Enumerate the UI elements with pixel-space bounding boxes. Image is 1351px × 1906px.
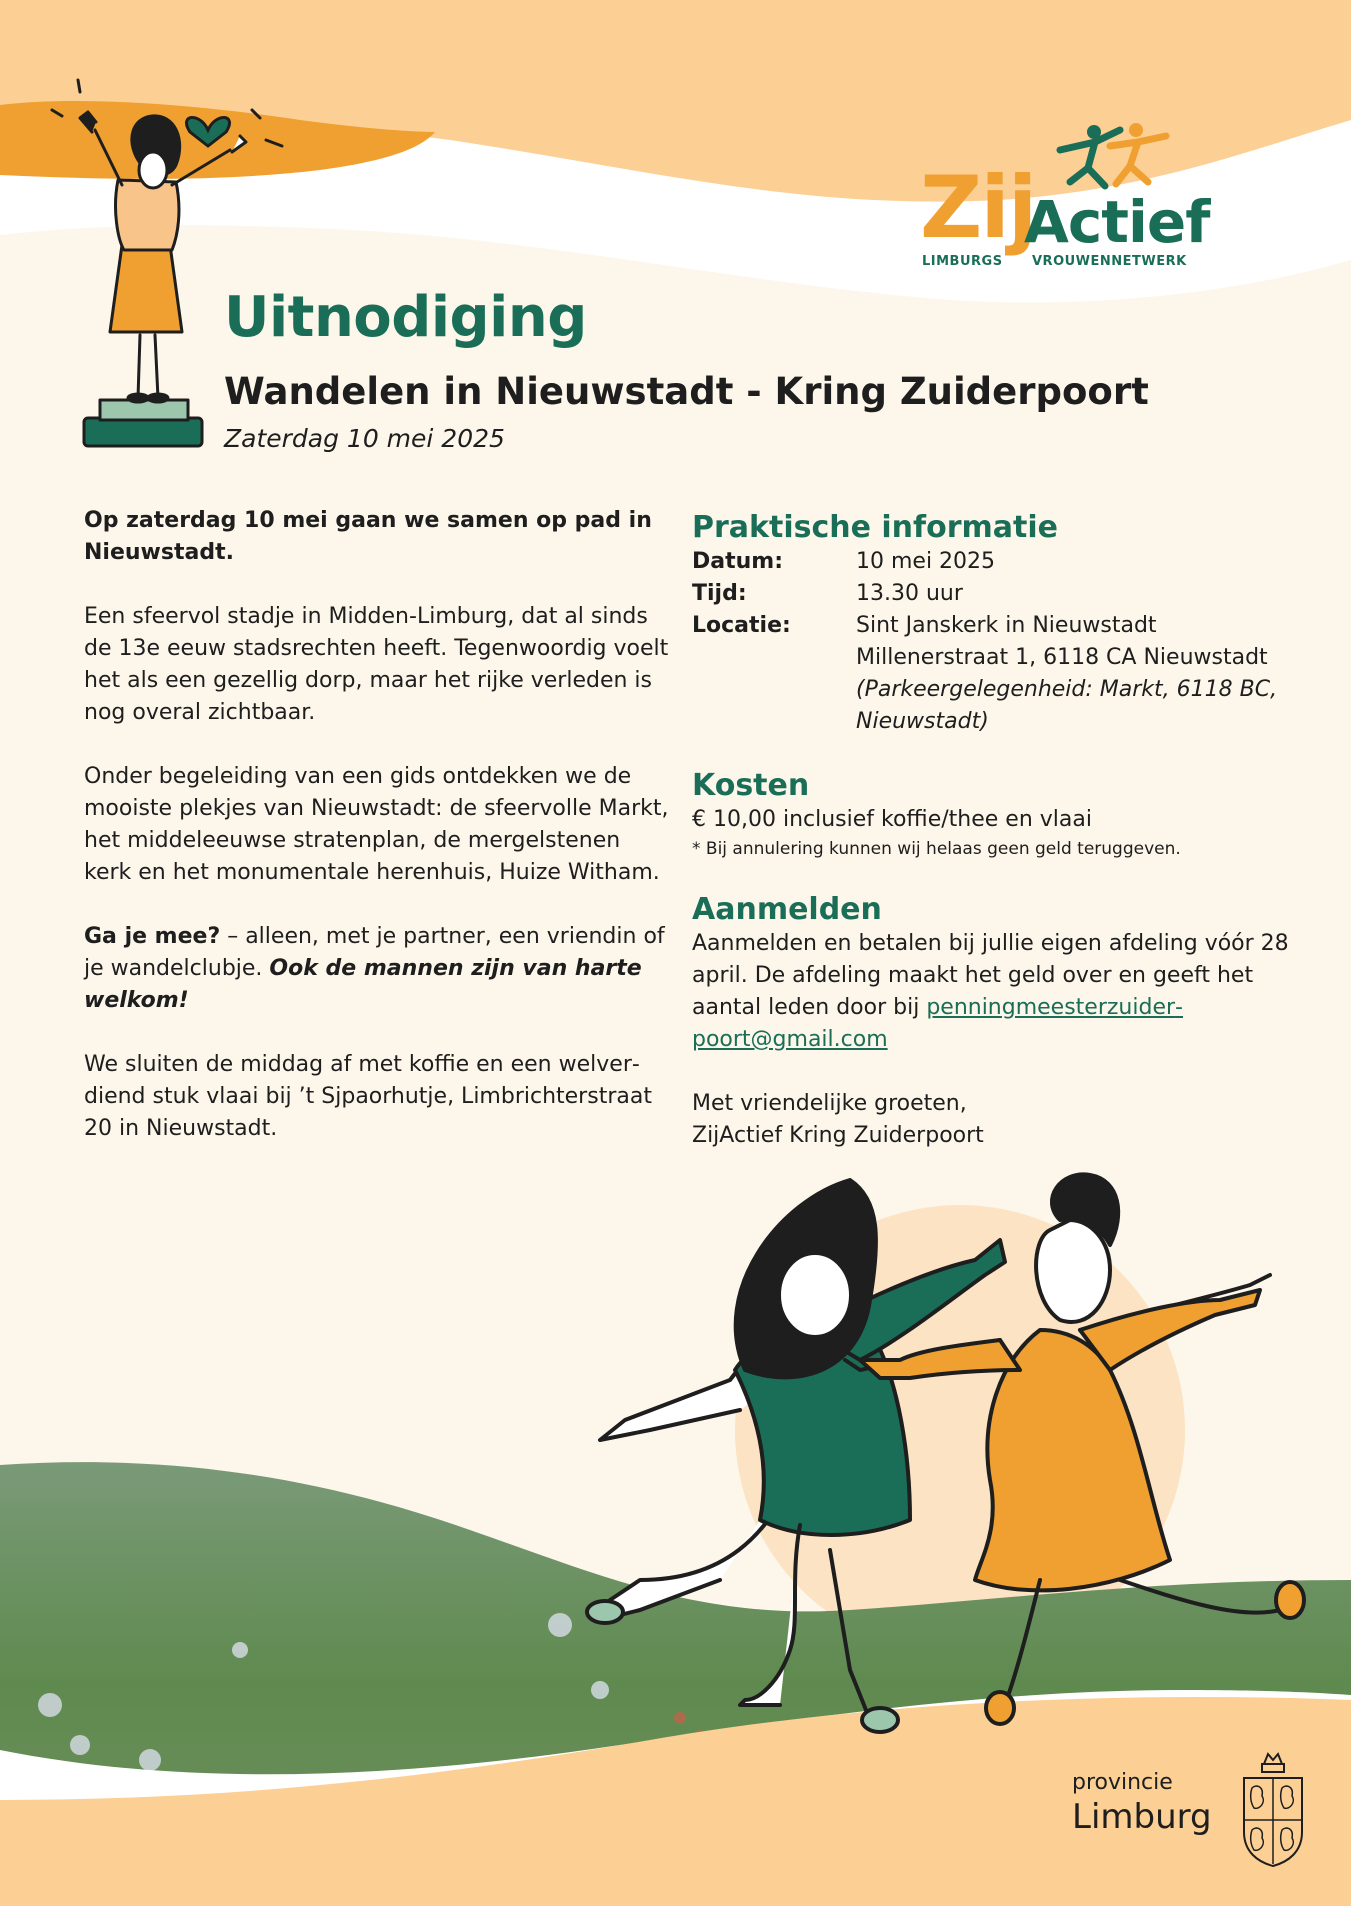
invite-question: Ga je mee? [84, 924, 221, 949]
time-value: 13.30 uur [856, 581, 963, 606]
page-title: Uitnodiging [224, 285, 587, 350]
invite-men-welcome: Ook de mannen zijn van harte welkom! [84, 956, 642, 1013]
register-text [692, 928, 1292, 1056]
info-row-location [692, 610, 1292, 738]
invite-text: – alleen, met je partner, een vriendin of je wandelclubje. [84, 924, 665, 981]
location-value [856, 610, 1292, 738]
location-line2: Millenerstraat 1, 6118 CA Nieuwstadt [856, 645, 1268, 670]
paragraph-closing: We sluiten de middag af met koffie en een welverdiend stuk vlaai bij ’t Sjpaorhutje, Limbrichterstraat 20 in Nieuwstadt. [84, 1052, 652, 1141]
logo-actief-text: Actief [1024, 188, 1210, 256]
location-parking: (Parkeergelegenheid: Markt, 6118 BC, Nieuwstadt) [856, 677, 1278, 734]
location-line1: Sint Janskerk in Nieuwstadt [856, 613, 1157, 638]
costs-note: * Bij annulering kunnen wij helaas geen geld teruggeven. [692, 839, 1181, 859]
register-heading: Aanmelden [692, 892, 882, 927]
logo-zij-text: Zij [920, 158, 1036, 258]
info-row-time [692, 578, 1292, 610]
province-line2: Limburg [1072, 1797, 1212, 1837]
date-value: 10 mei 2025 [856, 549, 996, 574]
intro-paragraph: Op zaterdag 10 mei gaan we samen op pad in Nieuwstadt. [84, 508, 652, 565]
greeting: Met vriendelijke groeten, [692, 1091, 967, 1116]
event-subtitle: Wandelen in Nieuwstadt - Kring Zuiderpoort [224, 370, 1149, 413]
date-label: Datum: [692, 549, 784, 574]
province-logo [1072, 1770, 1212, 1837]
register-section [692, 892, 1292, 1152]
costs-price: € 10,00 inclusief koffie/thee en vlaai [692, 807, 1092, 832]
costs-heading: Kosten [692, 768, 810, 803]
info-column [692, 510, 1292, 1152]
province-line1: provincie [1072, 1770, 1173, 1795]
description-column [84, 505, 674, 1177]
logo-subtitle-right: VROUWENNETWERK [1032, 254, 1187, 269]
info-row-date [692, 546, 1292, 578]
coat-of-arms-icon [1238, 1752, 1308, 1868]
time-label: Tijd: [692, 581, 747, 606]
event-date: Zaterdag 10 mei 2025 [224, 424, 505, 453]
logo-subtitle-left: LIMBURGS [922, 254, 1003, 269]
paragraph-guide: Onder begeleiding van een gids ontdekken we de mooiste plekjes van Nieuwstadt: de sfeervolle Markt, het middeleeuwse stratenplan, de mergelstenen kerk en het monumentale herenhuis, Huize Witham. [84, 764, 669, 885]
dancing-figures-icon [1050, 120, 1170, 190]
register-instructions: Aanmelden en betalen bij jullie eigen afdeling vóór 28 april. De afdeling maakt het geld over en geeft het aantal leden door bij [692, 931, 1289, 1020]
location-label: Locatie: [692, 613, 791, 638]
paragraph-invite [84, 921, 674, 1017]
email-link[interactable]: penningmeesterzuiderpoort@gmail.com [692, 995, 1183, 1052]
costs-section [692, 768, 1292, 862]
zijactief-logo [920, 120, 1210, 280]
signature: ZijActief Kring Zuiderpoort [692, 1123, 984, 1148]
practical-info-heading: Praktische informatie [692, 510, 1058, 545]
paragraph-town: Een sfeervol stadje in Midden-Limburg, dat al sinds de 13e eeuw stadsrechten heeft. Tegenwoordig voelt het als een gezellig dorp, maar het rijke verleden is nog overal zichtbaar. [84, 604, 669, 725]
